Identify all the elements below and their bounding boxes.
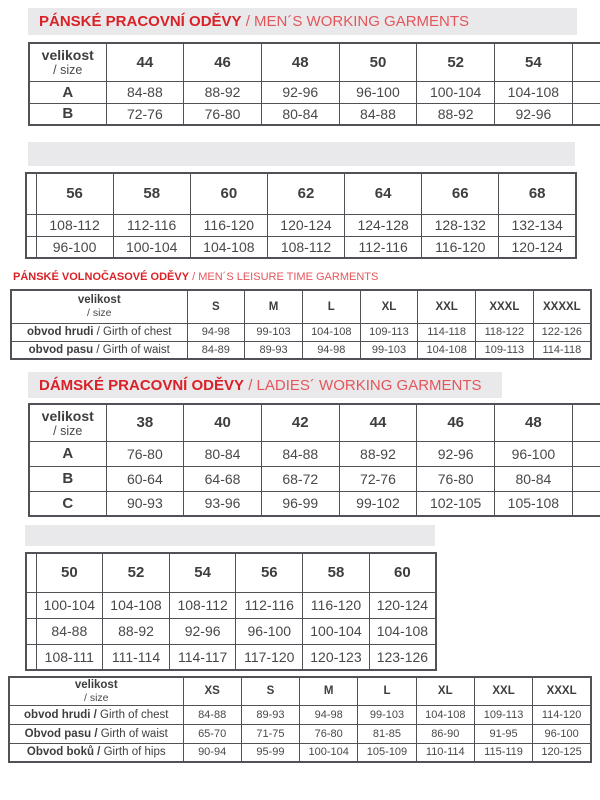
- row-label-english: Girth of chest: [96, 708, 169, 721]
- size-column-header: 48: [495, 404, 573, 441]
- size-header-row: [29, 404, 600, 441]
- value-cell: 89-93: [241, 705, 299, 724]
- size-column-header: XL: [360, 290, 418, 323]
- value-cell: 109-113: [474, 705, 532, 724]
- value-cell: 104-108: [369, 618, 436, 644]
- size-column-header: 52: [417, 43, 495, 81]
- value-cell: 104-108: [495, 81, 573, 103]
- row-label-cell: B: [29, 103, 106, 125]
- value-cell: 96-100: [495, 441, 573, 466]
- value-cell: 92-96: [169, 618, 236, 644]
- cut-off-column-cell: [26, 618, 36, 644]
- size-label-czech: velikost: [41, 47, 94, 64]
- clipped-column-cell: [572, 466, 600, 491]
- value-cell: 96-100: [339, 81, 417, 103]
- value-cell: 112-116: [236, 592, 303, 618]
- size-column-header: XXXL: [533, 677, 591, 705]
- value-cell: 100-104: [417, 81, 495, 103]
- value-cell: 80-84: [261, 103, 339, 125]
- cut-off-column-cell: [26, 214, 36, 236]
- value-cell: 104-108: [103, 592, 170, 618]
- value-cell: 120-125: [533, 743, 591, 762]
- value-cell: 102-105: [417, 491, 495, 516]
- value-cell: 94-98: [302, 341, 360, 359]
- size-column-header: 52: [103, 553, 170, 592]
- value-cell: 88-92: [103, 618, 170, 644]
- ladies-measurements-table: [8, 676, 592, 763]
- clipped-column-cell: [572, 103, 600, 125]
- value-cell: 105-108: [495, 491, 573, 516]
- value-cell: 112-116: [345, 236, 422, 258]
- table-row: [26, 618, 436, 644]
- cut-off-column-cell: [26, 236, 36, 258]
- clipped-column-cell: [572, 404, 600, 441]
- value-cell: 95-99: [241, 743, 299, 762]
- separator-bar: [28, 142, 575, 166]
- value-cell: 65-70: [183, 724, 241, 743]
- value-cell: 99-103: [360, 341, 418, 359]
- value-cell: 120-123: [303, 644, 370, 670]
- value-cell: 93-96: [184, 491, 262, 516]
- value-cell: 108-112: [36, 214, 113, 236]
- size-header-row: [11, 290, 591, 323]
- size-column-header: 50: [36, 553, 103, 592]
- size-column-header: 44: [339, 404, 417, 441]
- clipped-column-cell: [572, 441, 600, 466]
- row-label-cell: C: [29, 491, 106, 516]
- size-column-header: XXL: [418, 290, 476, 323]
- value-cell: 100-104: [300, 743, 358, 762]
- size-header-row: [26, 173, 576, 214]
- mens-working-sizes-table-56-68: [25, 172, 577, 259]
- size-column-header: 60: [190, 173, 267, 214]
- value-cell: 114-118: [533, 341, 591, 359]
- value-cell: 114-118: [418, 323, 476, 341]
- value-cell: 76-80: [417, 466, 495, 491]
- value-cell: 108-112: [267, 236, 344, 258]
- table-row: [26, 236, 576, 258]
- heading-english-text: / MEN´S LEISURE TIME GARMENTS: [189, 271, 379, 283]
- table-row: [9, 705, 591, 724]
- value-cell: 104-108: [190, 236, 267, 258]
- value-cell: 84-88: [183, 705, 241, 724]
- value-cell: 114-120: [533, 705, 591, 724]
- value-cell: 72-76: [339, 466, 417, 491]
- heading-czech-text: PÁNSKÉ VOLNOČASOVÉ ODĚVY: [13, 271, 190, 283]
- table-row: [11, 323, 591, 341]
- value-cell: 92-96: [261, 81, 339, 103]
- size-column-header: 38: [106, 404, 184, 441]
- size-column-header: S: [241, 677, 299, 705]
- value-cell: 100-104: [36, 592, 103, 618]
- row-label-czech: Obvod boků /: [26, 746, 101, 759]
- table-row: [11, 341, 591, 359]
- value-cell: 81-85: [358, 724, 416, 743]
- size-label-english: / size: [86, 307, 112, 320]
- row-label-cell: [11, 323, 187, 341]
- size-header-row: [29, 43, 600, 81]
- mens-working-sizes-table-44-54: [28, 42, 600, 126]
- row-label-czech: obvod hrudi /: [24, 708, 97, 721]
- value-cell: 84-88: [36, 618, 103, 644]
- row-label-english: Girth of hips: [100, 746, 166, 759]
- value-cell: 114-117: [169, 644, 236, 670]
- value-cell: 88-92: [184, 81, 262, 103]
- value-cell: 68-72: [261, 466, 339, 491]
- size-column-header: 48: [261, 43, 339, 81]
- size-column-header: XS: [183, 677, 241, 705]
- size-label-english: / size: [83, 691, 109, 704]
- heading-czech-text: DÁMSKÉ PRACOVNÍ ODĚVY: [39, 376, 245, 394]
- cut-off-column-cell: [26, 173, 36, 214]
- value-cell: 108-111: [36, 644, 103, 670]
- value-cell: 105-109: [358, 743, 416, 762]
- value-cell: 120-124: [499, 236, 576, 258]
- size-column-header: 42: [261, 404, 339, 441]
- row-label-cell: [9, 705, 183, 724]
- size-column-header: 58: [113, 173, 190, 214]
- size-label-czech: velikost: [74, 678, 118, 691]
- value-cell: 122-126: [533, 323, 591, 341]
- clipped-column-cell: [572, 43, 600, 81]
- value-cell: 94-98: [187, 323, 245, 341]
- size-column-header: 56: [236, 553, 303, 592]
- value-cell: 84-88: [339, 103, 417, 125]
- value-cell: 123-126: [369, 644, 436, 670]
- value-cell: 109-113: [360, 323, 418, 341]
- value-cell: 96-99: [261, 491, 339, 516]
- size-column-header: XL: [416, 677, 474, 705]
- size-column-header: 62: [267, 173, 344, 214]
- value-cell: 76-80: [300, 724, 358, 743]
- row-label-english: / Girth of waist: [93, 343, 170, 356]
- heading-english-text: / LADIES´ WORKING GARMENTS: [244, 376, 482, 394]
- ladies-working-table1-clip-wrapper: [28, 403, 600, 527]
- size-header-row: [26, 553, 436, 592]
- size-column-header: M: [300, 677, 358, 705]
- size-column-header: 54: [495, 43, 573, 81]
- clipped-column-cell: [572, 81, 600, 103]
- row-label-cell: A: [29, 81, 106, 103]
- value-cell: 117-120: [236, 644, 303, 670]
- mens-leisure-sizes-table: [10, 289, 592, 360]
- value-cell: 84-89: [187, 341, 245, 359]
- size-column-header: 68: [499, 173, 576, 214]
- value-cell: 104-108: [418, 341, 476, 359]
- size-column-header: 50: [339, 43, 417, 81]
- row-label-cell: A: [29, 441, 106, 466]
- value-cell: 80-84: [184, 441, 262, 466]
- size-column-header: M: [245, 290, 303, 323]
- size-column-header: XXXXL: [533, 290, 591, 323]
- size-label-english: / size: [53, 63, 83, 78]
- value-cell: 76-80: [106, 441, 184, 466]
- size-column-header: 58: [303, 553, 370, 592]
- value-cell: 90-93: [106, 491, 184, 516]
- size-column-header: 40: [184, 404, 262, 441]
- value-cell: 92-96: [495, 103, 573, 125]
- value-cell: 90-94: [183, 743, 241, 762]
- heading-ladies-working-garments: [28, 372, 502, 398]
- value-cell: 88-92: [417, 103, 495, 125]
- value-cell: 124-128: [345, 214, 422, 236]
- row-label-czech: obvod pasu: [28, 343, 94, 356]
- value-cell: 94-98: [300, 705, 358, 724]
- value-cell: 92-96: [417, 441, 495, 466]
- size-column-header: 64: [345, 173, 422, 214]
- size-column-header: 60: [369, 553, 436, 592]
- value-cell: 104-108: [302, 323, 360, 341]
- value-cell: 109-113: [476, 341, 534, 359]
- size-column-header: 56: [36, 173, 113, 214]
- size-column-header: 46: [184, 43, 262, 81]
- table-row: [29, 103, 600, 125]
- table-row: [9, 724, 591, 743]
- row-label-cell: [9, 724, 183, 743]
- value-cell: 89-93: [245, 341, 303, 359]
- size-label-czech: velikost: [77, 294, 121, 307]
- value-cell: 80-84: [495, 466, 573, 491]
- value-cell: 111-114: [103, 644, 170, 670]
- value-cell: 96-100: [236, 618, 303, 644]
- value-cell: 120-124: [369, 592, 436, 618]
- size-header-row: [9, 677, 591, 705]
- value-cell: 86-90: [416, 724, 474, 743]
- row-label-english: / Girth of chest: [93, 326, 172, 338]
- value-cell: 128-132: [422, 214, 499, 236]
- value-cell: 72-76: [106, 103, 184, 125]
- table-row: [9, 743, 591, 762]
- row-label-czech: Obvod pasu /: [24, 727, 98, 740]
- table-row: [26, 644, 436, 670]
- size-column-header: 44: [106, 43, 184, 81]
- value-cell: 88-92: [339, 441, 417, 466]
- value-cell: 116-120: [303, 592, 370, 618]
- value-cell: 71-75: [241, 724, 299, 743]
- value-cell: 96-100: [533, 724, 591, 743]
- value-cell: 100-104: [303, 618, 370, 644]
- row-label-cell: B: [29, 466, 106, 491]
- table-row: [26, 592, 436, 618]
- table-row: [29, 81, 600, 103]
- heading-english-text: / MEN´S WORKING GARMENTS: [241, 13, 470, 30]
- value-cell: 104-108: [416, 705, 474, 724]
- row-label-english: Girth of waist: [97, 727, 168, 740]
- heading-mens-leisure-garments: [13, 270, 378, 284]
- size-column-header: L: [358, 677, 416, 705]
- value-cell: 96-100: [36, 236, 113, 258]
- value-cell: 116-120: [422, 236, 499, 258]
- size-label-cell: [29, 43, 106, 81]
- table-row: [26, 214, 576, 236]
- cut-off-column-cell: [26, 644, 36, 670]
- value-cell: 91-95: [474, 724, 532, 743]
- size-column-header: 54: [169, 553, 236, 592]
- value-cell: 108-112: [169, 592, 236, 618]
- size-label-cell: [29, 404, 106, 441]
- value-cell: 120-124: [267, 214, 344, 236]
- cut-off-column-cell: [26, 553, 36, 592]
- value-cell: 116-120: [190, 214, 267, 236]
- size-label-cell: [9, 677, 183, 705]
- table-row: [29, 466, 600, 491]
- size-column-header: 46: [417, 404, 495, 441]
- size-label-english: / size: [53, 423, 83, 438]
- row-label-czech: obvod hrudi: [27, 326, 94, 338]
- size-column-header: XXL: [474, 677, 532, 705]
- size-label-cell: [11, 290, 187, 323]
- value-cell: 60-64: [106, 466, 184, 491]
- mens-working-table1-clip-wrapper: [28, 42, 600, 138]
- size-label-czech: velikost: [41, 407, 94, 424]
- cut-off-column-cell: [26, 592, 36, 618]
- value-cell: 99-103: [358, 705, 416, 724]
- value-cell: 64-68: [184, 466, 262, 491]
- value-cell: 118-122: [476, 323, 534, 341]
- clipped-column-cell: [572, 491, 600, 516]
- separator-bar: [25, 525, 435, 546]
- row-label-cell: [11, 341, 187, 359]
- ladies-working-sizes-table-50-60: [25, 552, 437, 671]
- row-label-cell: [9, 743, 183, 762]
- value-cell: 84-88: [261, 441, 339, 466]
- value-cell: 110-114: [416, 743, 474, 762]
- size-column-header: L: [302, 290, 360, 323]
- table-row: [29, 491, 600, 516]
- value-cell: 84-88: [106, 81, 184, 103]
- size-column-header: XXXL: [476, 290, 534, 323]
- value-cell: 99-102: [339, 491, 417, 516]
- value-cell: 76-80: [184, 103, 262, 125]
- value-cell: 115-119: [474, 743, 532, 762]
- ladies-working-sizes-table-38-48: [28, 403, 600, 517]
- value-cell: 99-103: [245, 323, 303, 341]
- heading-czech-text: PÁNSKÉ PRACOVNÍ ODĚVY: [39, 13, 242, 30]
- size-column-header: 66: [422, 173, 499, 214]
- size-column-header: S: [187, 290, 245, 323]
- value-cell: 132-134: [499, 214, 576, 236]
- table-row: [29, 441, 600, 466]
- value-cell: 112-116: [113, 214, 190, 236]
- heading-mens-working-garments: [28, 8, 577, 35]
- value-cell: 100-104: [113, 236, 190, 258]
